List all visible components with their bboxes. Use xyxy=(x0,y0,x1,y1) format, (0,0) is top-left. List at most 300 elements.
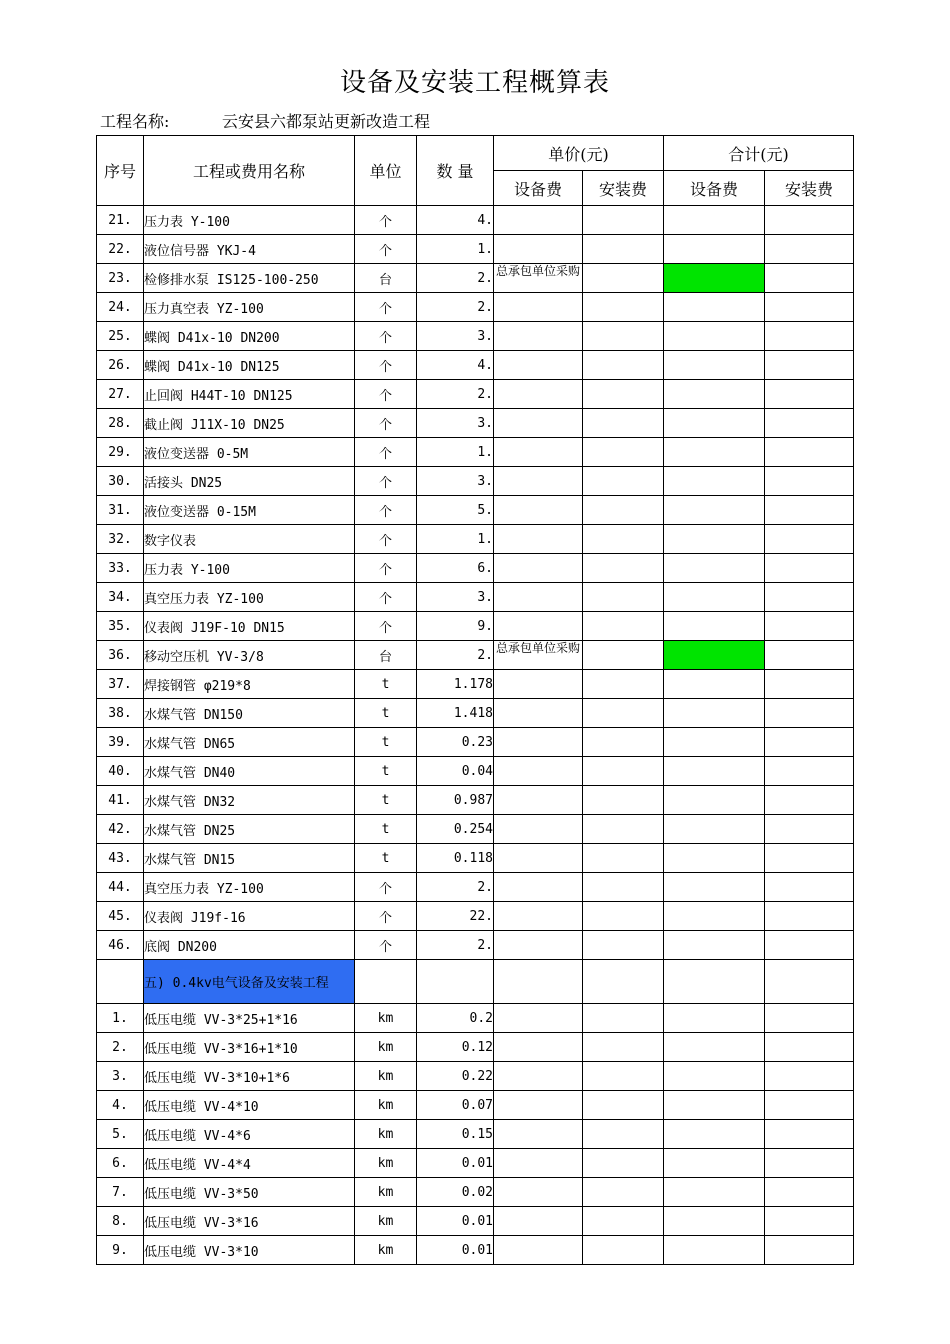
header-unit-price-equip: 设备费 xyxy=(494,171,583,206)
row-total-equip xyxy=(664,525,765,554)
row-unit-price-install xyxy=(583,670,664,699)
row-no: 45. xyxy=(97,902,144,931)
row-total-equip xyxy=(664,583,765,612)
row-name: 焊接钢管 φ219*8 xyxy=(144,670,355,699)
row-unit-price-equip xyxy=(494,351,583,380)
row-no: 35. xyxy=(97,612,144,641)
row-name: 低压电缆 VV-3*50 xyxy=(144,1178,355,1207)
row-unit: 个 xyxy=(355,409,417,438)
row-total-equip xyxy=(664,293,765,322)
row-unit-price-equip xyxy=(494,467,583,496)
row-total-install xyxy=(765,1178,854,1207)
row-total-equip xyxy=(664,844,765,873)
table-row xyxy=(97,786,854,815)
table-row xyxy=(97,670,854,699)
row-unit-price-install xyxy=(583,583,664,612)
row-qty: 1. xyxy=(417,438,494,467)
row-unit-price-equip xyxy=(494,641,583,670)
row-no: 42. xyxy=(97,815,144,844)
row-unit-price-install xyxy=(583,409,664,438)
row-unit-price-equip xyxy=(494,583,583,612)
row-unit-price-equip xyxy=(494,525,583,554)
table-row xyxy=(97,728,854,757)
row-no: 43. xyxy=(97,844,144,873)
row-unit: km xyxy=(355,1178,417,1207)
row-unit-price-install xyxy=(583,293,664,322)
row-unit-price-equip xyxy=(494,380,583,409)
table-row xyxy=(97,1149,854,1178)
table-row xyxy=(97,1004,854,1033)
row-total-equip xyxy=(664,1062,765,1091)
row-total-install xyxy=(765,670,854,699)
table-row xyxy=(97,641,854,670)
row-total-equip xyxy=(664,1091,765,1120)
row-total-equip xyxy=(664,902,765,931)
table-row xyxy=(97,554,854,583)
row-name: 低压电缆 VV-3*10 xyxy=(144,1236,355,1265)
row-unit: 个 xyxy=(355,525,417,554)
row-total-install xyxy=(765,641,854,670)
row-total-install xyxy=(765,902,854,931)
row-total-install xyxy=(765,931,854,960)
row-unit-price-install xyxy=(583,380,664,409)
row-total-install xyxy=(765,1207,854,1236)
row-name: 止回阀 H44T-10 DN125 xyxy=(144,380,355,409)
row-total-equip xyxy=(664,699,765,728)
row-name: 低压电缆 VV-4*10 xyxy=(144,1091,355,1120)
row-qty: 0.15 xyxy=(417,1120,494,1149)
estimate-table xyxy=(96,135,854,1265)
table-row xyxy=(97,206,854,235)
row-name: 活接头 DN25 xyxy=(144,467,355,496)
row-unit-price-equip xyxy=(494,1091,583,1120)
row-total-install xyxy=(765,699,854,728)
row-unit-price-install xyxy=(583,467,664,496)
row-unit-price-install xyxy=(583,1178,664,1207)
row-total-install xyxy=(765,409,854,438)
row-unit-price-equip xyxy=(494,496,583,525)
row-unit-price-equip xyxy=(494,438,583,467)
row-qty: 4. xyxy=(417,206,494,235)
row-unit: 个 xyxy=(355,902,417,931)
project-info xyxy=(100,109,430,132)
row-qty: 0.254 xyxy=(417,815,494,844)
row-unit-price-equip xyxy=(494,1149,583,1178)
procurement-note: 总承包单位采购 xyxy=(495,641,580,655)
row-unit-price-equip xyxy=(494,931,583,960)
section-title: 五) 0.4kv电气设备及安装工程 xyxy=(144,960,355,1004)
row-unit-price-install xyxy=(583,786,664,815)
row-unit: 个 xyxy=(355,554,417,583)
row-unit-price-install xyxy=(583,728,664,757)
table-row xyxy=(97,351,854,380)
row-total-equip xyxy=(664,960,765,1004)
row-name: 液位变送器 0-5M xyxy=(144,438,355,467)
row-unit-price-install xyxy=(583,815,664,844)
row-total-install xyxy=(765,757,854,786)
row-unit: km xyxy=(355,1120,417,1149)
row-name: 低压电缆 VV-3*16+1*10 xyxy=(144,1033,355,1062)
row-unit: t xyxy=(355,757,417,786)
row-total-install xyxy=(765,1149,854,1178)
row-no: 26. xyxy=(97,351,144,380)
row-no: 34. xyxy=(97,583,144,612)
row-total-install xyxy=(765,612,854,641)
row-no: 9. xyxy=(97,1236,144,1265)
row-unit: km xyxy=(355,1004,417,1033)
row-total-equip xyxy=(664,1178,765,1207)
row-total-install xyxy=(765,235,854,264)
project-name-label: 工程名称: xyxy=(100,112,170,131)
row-no: 8. xyxy=(97,1207,144,1236)
row-unit-price-install xyxy=(583,525,664,554)
row-name: 底阀 DN200 xyxy=(144,931,355,960)
row-total-equip xyxy=(664,1120,765,1149)
header-unit: 单位 xyxy=(355,136,417,206)
row-total-equip xyxy=(664,554,765,583)
table-row xyxy=(97,1178,854,1207)
row-unit: km xyxy=(355,1149,417,1178)
row-total-equip xyxy=(664,351,765,380)
row-no: 40. xyxy=(97,757,144,786)
row-total-install xyxy=(765,1091,854,1120)
row-no: 1. xyxy=(97,1004,144,1033)
row-name: 仪表阀 J19f-16 xyxy=(144,902,355,931)
row-name: 水煤气管 DN150 xyxy=(144,699,355,728)
row-unit-price-install xyxy=(583,844,664,873)
row-unit-price-equip xyxy=(494,728,583,757)
row-no: 3. xyxy=(97,1062,144,1091)
row-unit-price-install xyxy=(583,1149,664,1178)
table-row xyxy=(97,902,854,931)
row-no: 37. xyxy=(97,670,144,699)
row-unit-price-install xyxy=(583,902,664,931)
row-total-install xyxy=(765,786,854,815)
row-total-equip xyxy=(664,409,765,438)
row-total-equip xyxy=(664,931,765,960)
row-unit-price-install xyxy=(583,235,664,264)
table-row xyxy=(97,815,854,844)
row-unit-price-equip xyxy=(494,757,583,786)
row-total-install xyxy=(765,873,854,902)
row-no: 5. xyxy=(97,1120,144,1149)
row-no: 7. xyxy=(97,1178,144,1207)
row-unit-price-equip xyxy=(494,1062,583,1091)
row-unit-price-equip xyxy=(494,612,583,641)
row-unit: 个 xyxy=(355,873,417,902)
row-qty: 6. xyxy=(417,554,494,583)
row-qty: 3. xyxy=(417,409,494,438)
row-total-install xyxy=(765,1120,854,1149)
row-unit-price-equip xyxy=(494,699,583,728)
row-unit: 个 xyxy=(355,438,417,467)
row-unit-price-equip xyxy=(494,1033,583,1062)
row-qty: 2. xyxy=(417,641,494,670)
row-unit xyxy=(355,960,417,1004)
row-unit-price-install xyxy=(583,931,664,960)
row-total-install xyxy=(765,525,854,554)
table-row xyxy=(97,612,854,641)
row-unit: km xyxy=(355,1033,417,1062)
row-total-equip xyxy=(664,757,765,786)
row-total-install xyxy=(765,960,854,1004)
highlight-cell xyxy=(664,264,765,293)
row-no: 30. xyxy=(97,467,144,496)
row-total-equip xyxy=(664,670,765,699)
table-row xyxy=(97,1120,854,1149)
header-no: 序号 xyxy=(97,136,144,206)
row-name: 蝶阀 D41x-10 DN200 xyxy=(144,322,355,351)
row-unit: t xyxy=(355,815,417,844)
row-unit: km xyxy=(355,1062,417,1091)
row-unit: 台 xyxy=(355,641,417,670)
row-name: 仪表阀 J19F-10 DN15 xyxy=(144,612,355,641)
row-name: 真空压力表 YZ-100 xyxy=(144,583,355,612)
table-row xyxy=(97,467,854,496)
row-name: 低压电缆 VV-3*25+1*16 xyxy=(144,1004,355,1033)
row-qty: 2. xyxy=(417,873,494,902)
row-qty: 0.07 xyxy=(417,1091,494,1120)
row-name: 低压电缆 VV-3*16 xyxy=(144,1207,355,1236)
row-no: 46. xyxy=(97,931,144,960)
row-qty: 2. xyxy=(417,264,494,293)
row-no: 41. xyxy=(97,786,144,815)
table-row xyxy=(97,496,854,525)
row-total-equip xyxy=(664,235,765,264)
table-row xyxy=(97,264,854,293)
row-unit: 个 xyxy=(355,206,417,235)
project-name-value: 云安县六都泵站更新改造工程 xyxy=(222,112,431,131)
row-qty: 0.01 xyxy=(417,1207,494,1236)
row-unit-price-equip xyxy=(494,206,583,235)
page-title: 设备及安装工程概算表 xyxy=(339,68,610,98)
row-no: 38. xyxy=(97,699,144,728)
table-row xyxy=(97,438,854,467)
row-name: 移动空压机 YV-3/8 xyxy=(144,641,355,670)
row-unit: 个 xyxy=(355,235,417,264)
row-no: 23. xyxy=(97,264,144,293)
row-no: 33. xyxy=(97,554,144,583)
table-row xyxy=(97,322,854,351)
row-no: 39. xyxy=(97,728,144,757)
row-total-install xyxy=(765,264,854,293)
row-qty: 0.22 xyxy=(417,1062,494,1091)
row-no: 44. xyxy=(97,873,144,902)
header-total: 合计(元) xyxy=(664,136,854,171)
header-qty: 数 量 xyxy=(417,136,494,206)
row-no: 36. xyxy=(97,641,144,670)
row-qty: 0.2 xyxy=(417,1004,494,1033)
row-unit-price-equip xyxy=(494,786,583,815)
row-unit-price-install xyxy=(583,206,664,235)
row-unit-price-install xyxy=(583,554,664,583)
header-total-install: 安装费 xyxy=(765,171,854,206)
row-qty: 0.02 xyxy=(417,1178,494,1207)
row-total-install xyxy=(765,496,854,525)
table-row xyxy=(97,235,854,264)
row-name: 压力表 Y-100 xyxy=(144,206,355,235)
row-unit: t xyxy=(355,728,417,757)
row-total-install xyxy=(765,380,854,409)
table-body xyxy=(97,206,854,1265)
row-unit-price-install xyxy=(583,1091,664,1120)
row-name: 水煤气管 DN15 xyxy=(144,844,355,873)
row-total-equip xyxy=(664,612,765,641)
table-row xyxy=(97,873,854,902)
procurement-note: 总承包单位采购 xyxy=(495,264,580,278)
row-total-install xyxy=(765,351,854,380)
row-no: 24. xyxy=(97,293,144,322)
table-header xyxy=(97,136,854,206)
row-unit-price-equip xyxy=(494,235,583,264)
row-total-install xyxy=(765,1004,854,1033)
row-name: 低压电缆 VV-3*10+1*6 xyxy=(144,1062,355,1091)
row-total-install xyxy=(765,438,854,467)
row-no: 21. xyxy=(97,206,144,235)
row-no: 4. xyxy=(97,1091,144,1120)
row-unit: 个 xyxy=(355,380,417,409)
highlight-cell xyxy=(664,641,765,670)
row-unit-price-equip xyxy=(494,409,583,438)
row-unit: 个 xyxy=(355,293,417,322)
row-qty: 2. xyxy=(417,931,494,960)
row-total-equip xyxy=(664,380,765,409)
row-unit-price-equip xyxy=(494,873,583,902)
row-unit-price-equip xyxy=(494,844,583,873)
row-qty: 9. xyxy=(417,612,494,641)
row-unit-price-equip xyxy=(494,293,583,322)
row-unit-price-install xyxy=(583,757,664,786)
row-total-equip xyxy=(664,728,765,757)
row-unit-price-equip xyxy=(494,960,583,1004)
row-total-equip xyxy=(664,786,765,815)
header-unit-price: 单价(元) xyxy=(494,136,664,171)
section-row xyxy=(97,960,854,1004)
row-qty: 0.12 xyxy=(417,1033,494,1062)
table-row xyxy=(97,293,854,322)
header-name: 工程或费用名称 xyxy=(144,136,355,206)
row-unit-price-install xyxy=(583,1236,664,1265)
row-qty: 0.01 xyxy=(417,1236,494,1265)
row-total-equip xyxy=(664,1149,765,1178)
row-unit: t xyxy=(355,844,417,873)
row-unit-price-install xyxy=(583,960,664,1004)
row-total-equip xyxy=(664,1004,765,1033)
table-row xyxy=(97,931,854,960)
row-unit: t xyxy=(355,699,417,728)
row-no: 32. xyxy=(97,525,144,554)
table-row xyxy=(97,583,854,612)
row-qty: 3. xyxy=(417,322,494,351)
row-qty: 1. xyxy=(417,525,494,554)
row-name: 水煤气管 DN25 xyxy=(144,815,355,844)
row-unit-price-install xyxy=(583,1033,664,1062)
row-total-equip xyxy=(664,1236,765,1265)
row-total-equip xyxy=(664,467,765,496)
row-qty: 22. xyxy=(417,902,494,931)
row-total-equip xyxy=(664,873,765,902)
row-unit-price-install xyxy=(583,1207,664,1236)
row-total-install xyxy=(765,1033,854,1062)
row-no: 27. xyxy=(97,380,144,409)
row-no: 22. xyxy=(97,235,144,264)
row-qty: 0.23 xyxy=(417,728,494,757)
row-qty: 0.118 xyxy=(417,844,494,873)
row-unit: 个 xyxy=(355,351,417,380)
row-no: 25. xyxy=(97,322,144,351)
row-name: 水煤气管 DN40 xyxy=(144,757,355,786)
row-no: 28. xyxy=(97,409,144,438)
row-total-install xyxy=(765,1062,854,1091)
row-unit: km xyxy=(355,1207,417,1236)
row-unit: 个 xyxy=(355,931,417,960)
row-total-install xyxy=(765,583,854,612)
row-total-install xyxy=(765,815,854,844)
row-unit-price-install xyxy=(583,612,664,641)
row-no: 6. xyxy=(97,1149,144,1178)
row-qty: 0.987 xyxy=(417,786,494,815)
row-unit-price-install xyxy=(583,264,664,293)
row-name: 真空压力表 YZ-100 xyxy=(144,873,355,902)
row-unit-price-install xyxy=(583,438,664,467)
row-total-install xyxy=(765,293,854,322)
row-unit-price-equip xyxy=(494,670,583,699)
row-unit-price-install xyxy=(583,873,664,902)
table-row xyxy=(97,1236,854,1265)
row-unit: 个 xyxy=(355,496,417,525)
row-total-equip xyxy=(664,322,765,351)
table-row xyxy=(97,380,854,409)
table-row xyxy=(97,1091,854,1120)
row-total-equip xyxy=(664,1207,765,1236)
row-unit-price-equip xyxy=(494,1178,583,1207)
row-unit-price-install xyxy=(583,699,664,728)
table-row xyxy=(97,525,854,554)
table-row xyxy=(97,699,854,728)
table-row xyxy=(97,757,854,786)
table-row xyxy=(97,1207,854,1236)
header-total-equip: 设备费 xyxy=(664,171,765,206)
row-unit-price-equip xyxy=(494,322,583,351)
row-qty: 0.04 xyxy=(417,757,494,786)
row-name: 液位信号器 YKJ-4 xyxy=(144,235,355,264)
row-unit-price-equip xyxy=(494,902,583,931)
row-name: 水煤气管 DN65 xyxy=(144,728,355,757)
row-total-install xyxy=(765,322,854,351)
row-qty: 0.01 xyxy=(417,1149,494,1178)
table-row xyxy=(97,1062,854,1091)
table-row xyxy=(97,1033,854,1062)
row-name: 截止阀 J11X-10 DN25 xyxy=(144,409,355,438)
row-total-install xyxy=(765,728,854,757)
row-unit-price-install xyxy=(583,1062,664,1091)
row-total-equip xyxy=(664,815,765,844)
row-qty: 1.418 xyxy=(417,699,494,728)
row-name: 水煤气管 DN32 xyxy=(144,786,355,815)
row-unit: 个 xyxy=(355,467,417,496)
row-unit-price-install xyxy=(583,641,664,670)
row-qty: 3. xyxy=(417,467,494,496)
row-qty: 2. xyxy=(417,293,494,322)
table-row xyxy=(97,844,854,873)
row-name: 数字仪表 xyxy=(144,525,355,554)
row-qty: 3. xyxy=(417,583,494,612)
row-qty: 4. xyxy=(417,351,494,380)
row-unit-price-equip xyxy=(494,815,583,844)
row-total-equip xyxy=(664,206,765,235)
row-total-install xyxy=(765,554,854,583)
row-unit: t xyxy=(355,786,417,815)
